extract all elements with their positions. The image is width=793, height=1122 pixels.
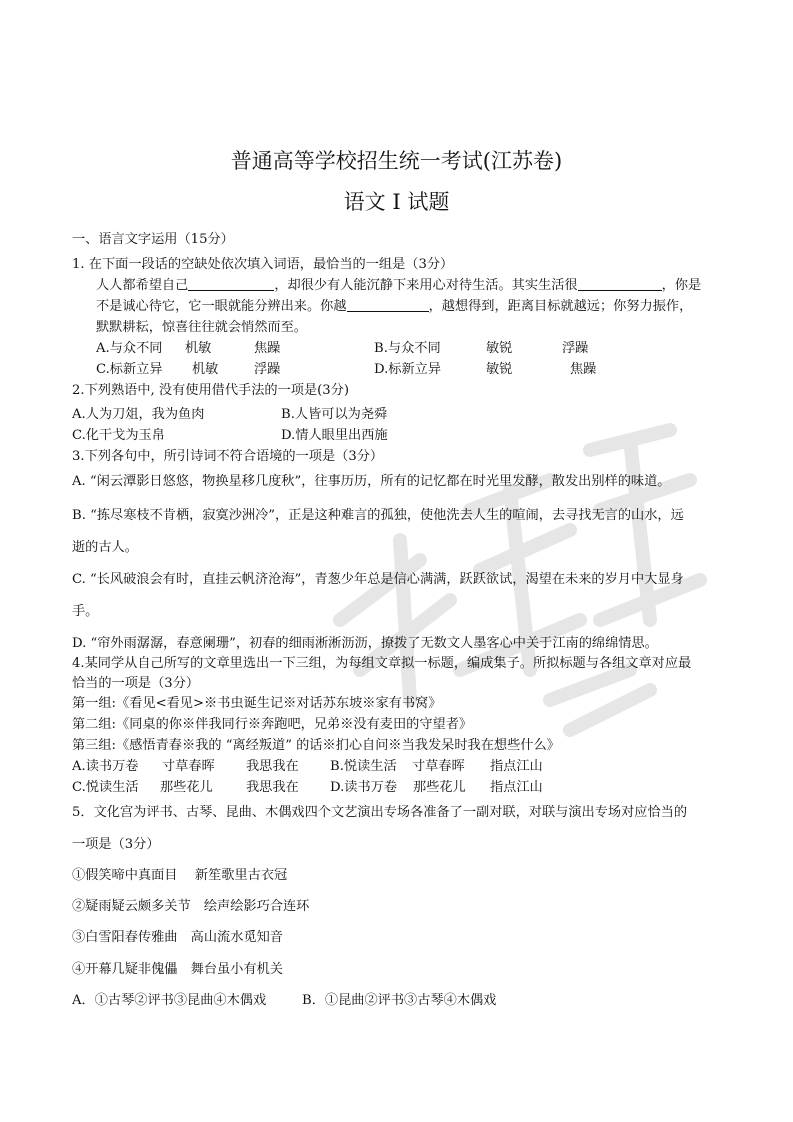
exam-subtitle: 语文 I 试题 bbox=[343, 190, 450, 214]
q1-option-c: 浮躁 bbox=[254, 362, 281, 377]
q4-option-c: C.悦读生活 bbox=[72, 780, 139, 795]
q5-option-a: A．①古琴②评书③昆曲④木偶戏 bbox=[72, 993, 267, 1008]
q1-option-d: 敏锐 bbox=[486, 362, 513, 377]
q1-blank-3 bbox=[347, 298, 429, 312]
q1-stem: 1. 在下面一段话的空缺处依次填入词语，最恰当的一组是（3分） bbox=[72, 257, 454, 272]
exam-title: 普通高等学校招生统一考试(江苏卷) bbox=[230, 149, 563, 173]
q2-option-a: A.人为刀俎，我为鱼肉 bbox=[72, 407, 205, 422]
q1-text: ，却很少有人能沉静下来用心对待生活。其实生活很 bbox=[274, 278, 578, 293]
q1-option-d: 焦躁 bbox=[570, 362, 597, 377]
q1-option-a: A.与众不同 bbox=[96, 341, 163, 356]
q4-stem-cont: 恰当的一项是（3分） bbox=[72, 676, 200, 691]
q5-couplet-4: ④开幕几疑非傀儡 舞台虽小有机关 bbox=[72, 962, 283, 977]
q1-passage-line-2 bbox=[96, 295, 692, 314]
q5-couplet-3: ③白雪阳春传雅曲 高山流水觅知音 bbox=[72, 930, 283, 945]
q4-stem: 4.某同学从自己所写的文章里选出一下三组，为每组文章拟一标题，编成集子。所拟标题与各组文章对应最 bbox=[72, 656, 692, 671]
q5-stem: 5．文化宫为评书、古琴、昆曲、木偶戏四个文艺演出专场各准备了一副对联，对联与演出专场对应恰当的 bbox=[72, 805, 688, 820]
section-heading: 一、语言文字运用（15分） bbox=[72, 232, 234, 247]
q3-option-b: B. “拣尽寒枝不肯栖，寂寞沙洲冷”，正是这种难言的孤独，使他洗去人生的喧闹，去寻找无言的山水，远 bbox=[72, 508, 684, 523]
q1-text: ，越想得到，距离目标就越远；你努力振作， bbox=[428, 299, 693, 314]
q4-option-a: A.读书万卷 bbox=[72, 759, 139, 774]
q4-option-c: 那些花儿 bbox=[160, 780, 213, 795]
q2-option-d: D.情人眼里出西施 bbox=[281, 428, 388, 443]
q4-option-d: 指点江山 bbox=[490, 780, 543, 795]
q1-blank-1 bbox=[188, 277, 274, 291]
q4-option-a: 寸草春晖 bbox=[162, 759, 215, 774]
q4-group-1: 第一组:《看见<看见>※书虫诞生记※对话苏东坡※家有书窝》 bbox=[72, 696, 442, 711]
q3-stem: 3.下列各句中，所引诗词不符合语境的一项是（3分） bbox=[72, 449, 384, 464]
q2-option-b: B.人皆可以为尧舜 bbox=[281, 407, 388, 422]
q5-couplet-2: ②疑雨疑云颇多关节 绘声绘影巧合连环 bbox=[72, 899, 310, 914]
q2-stem: 2.下列熟语中, 没有使用借代手法的一项是(3分) bbox=[72, 383, 350, 398]
q3-option-a: A. “闲云潭影日悠悠，物换星移几度秋”，往事历历，所有的记忆都在时光里发酵，散发出别样的味道。 bbox=[72, 474, 671, 489]
q1-option-c: 机敏 bbox=[192, 362, 219, 377]
q4-group-3: 第三组:《感悟青春※我的 “离经叛道” 的话※扪心自问※当我发呆时我在想些什么》 bbox=[72, 738, 560, 753]
q4-option-d: D.读书万卷 bbox=[330, 780, 398, 795]
q2-option-c: C.化干戈为玉帛 bbox=[72, 428, 165, 443]
q1-text: 不是诚心待它，它一眼就能分辨出来。你越 bbox=[96, 299, 347, 314]
q4-option-b: B.悦读生活 bbox=[330, 759, 397, 774]
q3-option-c-cont: 手。 bbox=[72, 604, 99, 619]
q5-stem-cont: 一项是（3分） bbox=[72, 837, 160, 852]
q1-passage-line-3: 默默耕耘，惊喜往往就会悄然而至。 bbox=[96, 320, 307, 335]
q5-option-b: B．①昆曲②评书③古琴④木偶戏 bbox=[302, 993, 497, 1008]
q4-option-c: 我思我在 bbox=[246, 780, 299, 795]
q3-option-c: C. “长风破浪会有时，直挂云帆济沧海”，青葱少年总是信心满满，跃跃欲试，渴望在未来的岁月中大显身 bbox=[72, 572, 684, 587]
q4-group-2: 第二组:《同桌的你※伴我同行※奔跑吧，兄弟※没有麦田的守望者》 bbox=[72, 717, 473, 732]
q4-option-a: 我思我在 bbox=[246, 759, 299, 774]
q3-option-d: D. “帘外雨潺潺，春意阑珊”，初春的细雨淅淅沥沥，撩拨了无数文人墨客心中关于江南的绵绵情思。 bbox=[72, 636, 658, 651]
q3-option-b-cont: 逝的古人。 bbox=[72, 540, 138, 555]
q1-blank-2 bbox=[578, 277, 662, 291]
q1-option-c: C.标新立异 bbox=[96, 362, 163, 377]
q4-option-b: 指点江山 bbox=[490, 759, 543, 774]
q1-option-d: D.标新立异 bbox=[374, 362, 442, 377]
q4-option-d: 那些花儿 bbox=[413, 780, 466, 795]
q4-option-b: 寸草春晖 bbox=[412, 759, 465, 774]
q1-option-a: 机敏 bbox=[185, 341, 212, 356]
q1-option-b: 敏锐 bbox=[486, 341, 513, 356]
q5-couplet-1: ①假笑啼中真面目 新笙歌里古衣冠 bbox=[72, 868, 288, 883]
q1-option-a: 焦躁 bbox=[254, 341, 281, 356]
q1-text: 人人都希望自己 bbox=[96, 278, 189, 293]
q1-passage-line-1 bbox=[96, 274, 701, 293]
q1-option-b: 浮躁 bbox=[562, 341, 589, 356]
q1-text: ，你是 bbox=[661, 278, 702, 293]
q1-option-b: B.与众不同 bbox=[374, 341, 441, 356]
